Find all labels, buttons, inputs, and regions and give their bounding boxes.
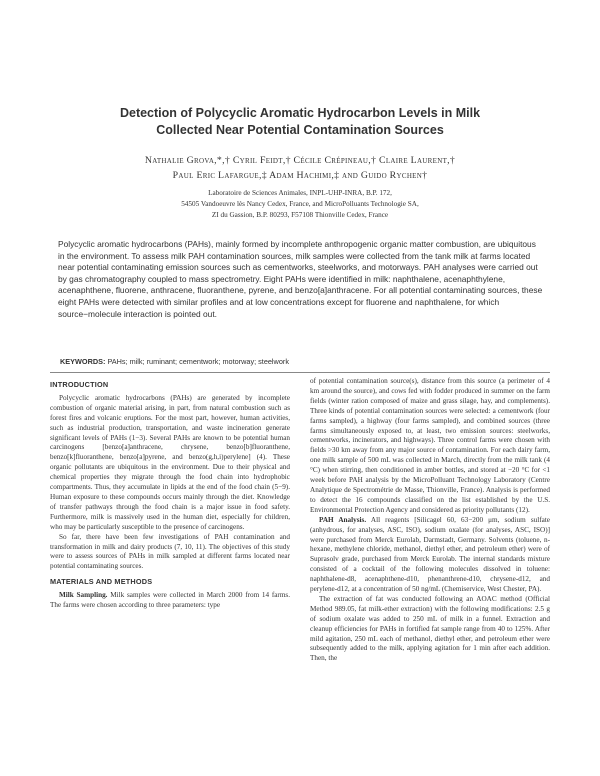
right-column [310,377,550,664]
authors-line-2: Paul Eric Lafargue,‡ Adam Hachimi,‡ and Guido Rychen† [172,170,428,181]
milk-sampling-runin: Milk Sampling. [59,591,108,600]
abstract: Polycyclic aromatic hydrocarbons (PAHs), mainly formed by incomplete anthropogenic organic matter combustion, are ubiquitous in the environment. To assess milk PAH contamination sources, milk samples were collected from the tank milk at farms located near potential contaminating emission sources such as cementworks, steelworks, and motorways. PAH analyses were carried out by gas chromatography coupled to mass spectrometry. Eight PAHs were identified in milk: naphthalene, acenaphthylene, acenaphthene, fluorene, anthracene, fluoranthene, pyrene, and benzo[a]anthracene. For all potential contaminating sources, these eight PAHs were detected with similar profiles and at low concentrations except for fluorene and naphthalene, for which source−molecule interaction is pointed out. [58,239,543,319]
sampling-continued-paragraph: of potential contamination source(s), distance from this source (a perimeter of 4 km around the source), and cows fed with fodder produced in summer on the farm fields (winter ration composed of maize and grass silage, hay, and complements). Three kinds of potential contamination sources were selected: a cementwork (four farms sampled), a highway (four farms sampled), and combined sources (three farms simultaneously exposed to, at least, two emission sources: steelworks, cementworks, incinerators, and highways). Three control farms were chosen with fields >30 km away from any major source of contamination. For each dairy farm, one milk sample of 500 mL was collected in March, directly from the milk tank (4 °C) when stirring, then conditioned in amber bottles, and stored at −20 °C for <1 week before PAH analysis by the MicroPolluant Technology Laboratory (Centre Analytique de Spectrométrie de Masse, Thionville, France). Analysis is performed to detect the 16 compounds classified on the list established by the U.S. Environmental Protection Agency and considered as priority pollutants (12). [310,377,550,514]
title-line-1: Detection of Polycyclic Aromatic Hydrocarbon Levels in Milk [119,106,481,120]
paper-title [90,105,510,139]
milk-sampling-text: Milk samples were collected in March 2000 from 14 farms. The farms were chosen according to three parameters: type [50,591,291,610]
keywords [60,357,540,367]
affiliations [80,188,520,221]
left-column [50,380,290,611]
pah-analysis-runin: PAH Analysis. [319,515,367,524]
title-line-2: Collected Near Potential Contamination Sources [156,123,444,137]
intro-paragraph-1: Polycyclic aromatic hydrocarbons (PAHs) are generated by incomplete combustion of organic material arising, in part, from natural combustion such as forest fires and volcanic eruptions. For the most part, however, human activities, such as industrial production, transportation, and waste incineration generate significant levels of PAHs (1−3). Several PAHs are known to be potential human carcinogens [benzo[a]anthracene, chrysene, benzo[b]fluoranthene, benzo[k]fluoranthene, benzo[a]pyrene, and benzo(g,h,i)perylene] (4). These organic pollutants are ubiquitous in the environment. Due to their physical and chemical properties they migrate through the food chain into hydrophobic compartments. Thus, they accumulate in lipids at the end of the food chain (5−9). Human exposure to these compounds occurs mainly through the diet. Knowledge of transfer pathways through the food chain is a major issue in food safety. Furthermore, milk is massively used in the human diet, especially for children, who may be particularly susceptible to the presence of carcinogens. [50,393,290,531]
introduction-heading: INTRODUCTION [50,380,109,389]
affiliation-line-1: Laboratoire de Sciences Animales, INPL-UHP-INRA, B.P. 172, [208,189,392,197]
pah-analysis-text: All reagents [Silicagel 60, 63−200 μm, sodium sulfate (anhydrous, for analyses, ASC, ISO), sodium oxalate (for analyses, ASC, ISO)] were purchased from Merck Eurolab, Darmstadt, Germany. Solvents (toluene, n-hexane, methylene chloride, methanol, diethyl ether, and petroleum ether) were of Suprasolv grade, purchased from Merck Eurolab. The internal standards mixture consisted of a cocktail of the following molecules dissolved in toluene: naphthalene-d8, acenaphthene-d10, phenanthrene-d10, chrysene-d12, and perylene-d12, at a concentration of 50 ng/mL (Chemiservice, West Chester, PA). [310,515,550,594]
section-divider [50,372,550,373]
author-list [60,153,540,183]
authors-line-1: Nathalie Grova,*,† Cyril Feidt,† Cécile Crépineau,† Claire Laurent,† [144,155,456,166]
affiliation-line-3: ZI du Gassion, B.P. 80293, F57108 Thionville Cedex, France [211,211,389,219]
keywords-text: PAHs; milk; ruminant; cementwork; motorway; steelwork [107,357,289,366]
pah-analysis-paragraph [310,516,550,595]
affiliation-line-2: 54505 Vandoeuvre lès Nancy Cedex, France, and MicroPolluants Technologie SA, [181,200,419,208]
keywords-label: KEYWORDS: [60,357,106,366]
methods-heading: MATERIALS AND METHODS [50,577,153,587]
milk-sampling-paragraph [50,591,290,611]
intro-paragraph-2: So far, there have been few investigations of PAH contamination and transformation in milk and dairy products (7, 10, 11). The objectives of this study were to assess sources of PAHs in milk sampled at different farms located near potential contaminating sources. [50,532,290,571]
extraction-paragraph: The extraction of fat was conducted following an AOAC method (Official Method 989.05, fat milk-ether extraction) with the following modifications: 2.5 g of sodium oxalate was added to 250 mL of milk in a funnel. Extraction and cleanup efficiencies for PAHs in fortified fat sample range from 40 to 125%. After mild agitation, 250 mL each of methanol, diethyl ether, and petroleum ether were subsequently added to the milk, applying agitation for 1 min after each addition. Then, the [310,594,550,663]
